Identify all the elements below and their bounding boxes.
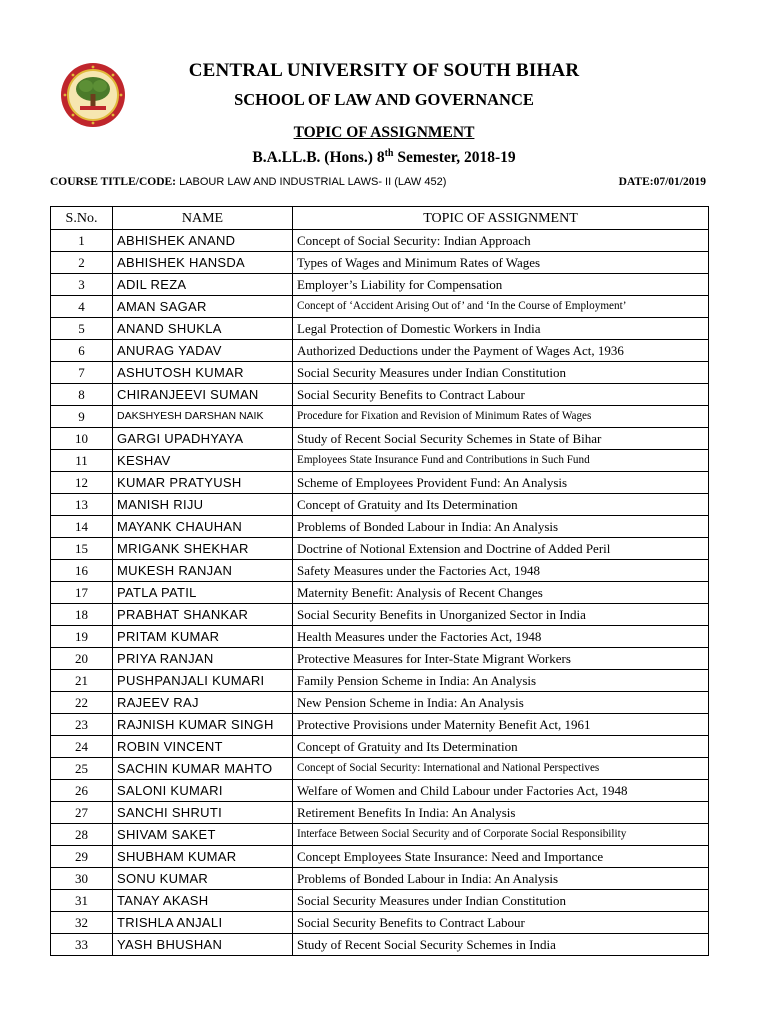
row-serial-number: 13: [51, 494, 113, 516]
table-row: [51, 648, 709, 670]
row-student-name: SANCHI SHRUTI: [113, 802, 293, 824]
row-serial-number: 19: [51, 626, 113, 648]
row-assignment-topic: Social Security Benefits to Contract Labour: [293, 384, 709, 406]
table-row: [51, 670, 709, 692]
table-row: [51, 230, 709, 252]
row-serial-number: 15: [51, 538, 113, 560]
column-header-sno: S.No.: [51, 207, 113, 230]
row-assignment-topic: Authorized Deductions under the Payment of Wages Act, 1936: [293, 340, 709, 362]
row-student-name: AMAN SAGAR: [113, 296, 293, 318]
row-student-name: ASHUTOSH KUMAR: [113, 362, 293, 384]
row-serial-number: 30: [51, 868, 113, 890]
table-row: [51, 538, 709, 560]
row-assignment-topic: Interface Between Social Security and of Corporate Social Responsibility: [293, 824, 709, 846]
row-serial-number: 14: [51, 516, 113, 538]
program-title: [0, 148, 768, 167]
row-serial-number: 9: [51, 406, 113, 428]
table-row: [51, 604, 709, 626]
row-serial-number: 31: [51, 890, 113, 912]
table-row: [51, 846, 709, 868]
program-pre: B.A.LL.B. (Hons.) 8: [252, 149, 385, 167]
assignment-table: [50, 206, 709, 956]
row-serial-number: 25: [51, 758, 113, 780]
topic-heading: [0, 124, 768, 142]
row-assignment-topic: Problems of Bonded Labour in India: An Analysis: [293, 868, 709, 890]
row-student-name: ROBIN VINCENT: [113, 736, 293, 758]
row-serial-number: 27: [51, 802, 113, 824]
row-student-name: YASH BHUSHAN: [113, 934, 293, 956]
row-assignment-topic: Employer’s Liability for Compensation: [293, 274, 709, 296]
row-student-name: SONU KUMAR: [113, 868, 293, 890]
row-assignment-topic: Safety Measures under the Factories Act, 1948: [293, 560, 709, 582]
table-row: [51, 318, 709, 340]
row-student-name: RAJEEV RAJ: [113, 692, 293, 714]
row-serial-number: 29: [51, 846, 113, 868]
row-serial-number: 21: [51, 670, 113, 692]
row-student-name: ANAND SHUKLA: [113, 318, 293, 340]
table-row: [51, 472, 709, 494]
row-assignment-topic: Concept of ‘Accident Arising Out of’ and ‘In the Course of Employment’: [293, 296, 709, 318]
table-row: [51, 252, 709, 274]
row-assignment-topic: Welfare of Women and Child Labour under Factories Act, 1948: [293, 780, 709, 802]
row-student-name: KUMAR PRATYUSH: [113, 472, 293, 494]
row-student-name: ABHISHEK HANSDA: [113, 252, 293, 274]
row-serial-number: 12: [51, 472, 113, 494]
course-value: LABOUR LAW AND INDUSTRIAL LAWS- II (LAW 452): [176, 176, 447, 188]
row-serial-number: 2: [51, 252, 113, 274]
row-serial-number: 24: [51, 736, 113, 758]
row-student-name: SHIVAM SAKET: [113, 824, 293, 846]
table-row: [51, 384, 709, 406]
table-row: [51, 912, 709, 934]
row-serial-number: 33: [51, 934, 113, 956]
row-serial-number: 5: [51, 318, 113, 340]
row-serial-number: 17: [51, 582, 113, 604]
table-row: [51, 362, 709, 384]
row-assignment-topic: Social Security Measures under Indian Constitution: [293, 362, 709, 384]
row-student-name: PRIYA RANJAN: [113, 648, 293, 670]
row-serial-number: 6: [51, 340, 113, 362]
row-serial-number: 22: [51, 692, 113, 714]
row-assignment-topic: Legal Protection of Domestic Workers in India: [293, 318, 709, 340]
assignment-date: DATE:07/01/2019: [618, 176, 706, 188]
row-assignment-topic: Problems of Bonded Labour in India: An Analysis: [293, 516, 709, 538]
row-student-name: CHIRANJEEVI SUMAN: [113, 384, 293, 406]
row-student-name: TANAY AKASH: [113, 890, 293, 912]
column-header-name: NAME: [113, 207, 293, 230]
table-row: [51, 340, 709, 362]
row-student-name: ABHISHEK ANAND: [113, 230, 293, 252]
table-row: [51, 714, 709, 736]
table-row: [51, 824, 709, 846]
row-assignment-topic: Concept of Social Security: Indian Approach: [293, 230, 709, 252]
row-serial-number: 11: [51, 450, 113, 472]
row-serial-number: 26: [51, 780, 113, 802]
table-row: [51, 868, 709, 890]
table-row: [51, 626, 709, 648]
row-assignment-topic: Concept of Gratuity and Its Determination: [293, 736, 709, 758]
row-assignment-topic: New Pension Scheme in India: An Analysis: [293, 692, 709, 714]
row-assignment-topic: Social Security Measures under Indian Constitution: [293, 890, 709, 912]
row-student-name: ADIL REZA: [113, 274, 293, 296]
row-serial-number: 32: [51, 912, 113, 934]
table-row: [51, 736, 709, 758]
row-student-name: MRIGANK SHEKHAR: [113, 538, 293, 560]
row-student-name: PATLA PATIL: [113, 582, 293, 604]
row-assignment-topic: Retirement Benefits In India: An Analysis: [293, 802, 709, 824]
row-assignment-topic: Health Measures under the Factories Act, 1948: [293, 626, 709, 648]
row-assignment-topic: Study of Recent Social Security Schemes in State of Bihar: [293, 428, 709, 450]
table-row: [51, 494, 709, 516]
table-row: [51, 692, 709, 714]
row-assignment-topic: Employees State Insurance Fund and Contributions in Such Fund: [293, 450, 709, 472]
column-header-topic: TOPIC OF ASSIGNMENT: [293, 207, 709, 230]
row-assignment-topic: Scheme of Employees Provident Fund: An Analysis: [293, 472, 709, 494]
table-header-row: [51, 207, 709, 230]
table-row: [51, 296, 709, 318]
school-title: SCHOOL OF LAW AND GOVERNANCE: [234, 90, 534, 109]
row-serial-number: 7: [51, 362, 113, 384]
row-student-name: DAKSHYESH DARSHAN NAIK: [113, 406, 293, 428]
row-serial-number: 10: [51, 428, 113, 450]
row-serial-number: 1: [51, 230, 113, 252]
row-student-name: MAYANK CHAUHAN: [113, 516, 293, 538]
table-row: [51, 450, 709, 472]
table-row: [51, 890, 709, 912]
row-assignment-topic: Maternity Benefit: Analysis of Recent Changes: [293, 582, 709, 604]
row-student-name: PRABHAT SHANKAR: [113, 604, 293, 626]
row-serial-number: 4: [51, 296, 113, 318]
row-student-name: SHUBHAM KUMAR: [113, 846, 293, 868]
table-row: [51, 274, 709, 296]
table-row: [51, 802, 709, 824]
row-assignment-topic: Concept Employees State Insurance: Need and Importance: [293, 846, 709, 868]
table-row: [51, 582, 709, 604]
course-info: [50, 176, 446, 188]
row-assignment-topic: Family Pension Scheme in India: An Analysis: [293, 670, 709, 692]
row-assignment-topic: Doctrine of Notional Extension and Doctrine of Added Peril: [293, 538, 709, 560]
row-assignment-topic: Protective Provisions under Maternity Benefit Act, 1961: [293, 714, 709, 736]
row-student-name: SALONI KUMARI: [113, 780, 293, 802]
table-row: [51, 934, 709, 956]
row-student-name: MANISH RIJU: [113, 494, 293, 516]
row-assignment-topic: Protective Measures for Inter-State Migrant Workers: [293, 648, 709, 670]
row-assignment-topic: Social Security Benefits to Contract Labour: [293, 912, 709, 934]
row-serial-number: 20: [51, 648, 113, 670]
row-student-name: SACHIN KUMAR MAHTO: [113, 758, 293, 780]
row-student-name: PRITAM KUMAR: [113, 626, 293, 648]
table-row: [51, 428, 709, 450]
row-student-name: ANURAG YADAV: [113, 340, 293, 362]
row-serial-number: 16: [51, 560, 113, 582]
row-student-name: PUSHPANJALI KUMARI: [113, 670, 293, 692]
table-row: [51, 406, 709, 428]
row-serial-number: 3: [51, 274, 113, 296]
program-post: Semester, 2018-19: [393, 149, 516, 167]
row-serial-number: 18: [51, 604, 113, 626]
table-row: [51, 758, 709, 780]
row-assignment-topic: Study of Recent Social Security Schemes in India: [293, 934, 709, 956]
row-assignment-topic: Concept of Social Security: International and National Perspectives: [293, 758, 709, 780]
row-student-name: TRISHLA ANJALI: [113, 912, 293, 934]
row-assignment-topic: Concept of Gratuity and Its Determination: [293, 494, 709, 516]
row-assignment-topic: Procedure for Fixation and Revision of Minimum Rates of Wages: [293, 406, 709, 428]
program-sup: th: [384, 148, 394, 159]
row-assignment-topic: Types of Wages and Minimum Rates of Wages: [293, 252, 709, 274]
table-row: [51, 516, 709, 538]
row-serial-number: 8: [51, 384, 113, 406]
table-row: [51, 560, 709, 582]
row-student-name: MUKESH RANJAN: [113, 560, 293, 582]
course-label: COURSE TITLE/CODE:: [50, 176, 177, 188]
row-student-name: GARGI UPADHYAYA: [113, 428, 293, 450]
row-serial-number: 28: [51, 824, 113, 846]
university-title: CENTRAL UNIVERSITY OF SOUTH BIHAR: [188, 60, 580, 81]
row-serial-number: 23: [51, 714, 113, 736]
topic-heading-text: TOPIC OF ASSIGNMENT: [293, 124, 475, 141]
row-student-name: KESHAV: [113, 450, 293, 472]
row-assignment-topic: Social Security Benefits in Unorganized Sector in India: [293, 604, 709, 626]
table-row: [51, 780, 709, 802]
row-student-name: RAJNISH KUMAR SINGH: [113, 714, 293, 736]
